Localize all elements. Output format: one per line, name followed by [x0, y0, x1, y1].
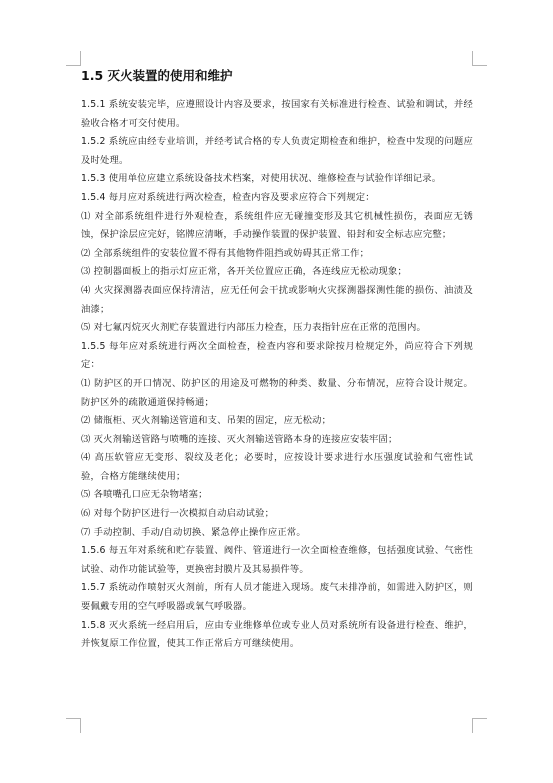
paragraph-1-5-7: 1.5.7 系统动作喷射灭火剂前，所有人员才能进入现场。废气未排净前，如需进入防护区，则要佩戴专用的空气呼吸器或氧气呼吸器。: [81, 582, 473, 613]
paragraph-1-5-5: 1.5.5 每年应对系统进行两次全面检查，检查内容和要求除按月检规定外，尚应符合下列规定：: [81, 340, 473, 371]
section-heading: 1.5 灭火装置的使用和维护: [81, 68, 233, 83]
list-item: ⑷ 高压软管应无变形、裂纹及老化；必要时，应按设计要求进行水压强度试验和气密性试验，合格方能继续使用；: [81, 452, 473, 482]
list-item: ⑺ 手动控制、手动/自动切换、紧急停止操作应正常。: [81, 526, 306, 538]
corner-mark-bottom-right: [472, 718, 487, 733]
paragraph-1-5-2: 1.5.2 系统应由经专业培训，并经考试合格的专人负责定期检查和维护，检查中发现的问题应及时处理。: [81, 136, 473, 166]
list-item: ⑸ 各喷嘴孔口应无杂物堵塞；: [81, 489, 208, 501]
list-item: ⑶ 灭火剂输送管路与喷嘴的连接、灭火剂输送管路本身的连接应安装牢固；: [81, 433, 398, 445]
paragraph-1-5-1: 1.5.1 系统安装完毕，应遵照设计内容及要求，按国家有关标准进行检查、试验和调试，并经验收合格才可交付使用。: [81, 99, 473, 129]
list-item: ⑶ 控制器面板上的指示灯应正常，各开关位置应正确，各连线应无松动现象；: [81, 266, 408, 278]
corner-mark-top-right: [472, 51, 487, 66]
paragraph-1-5-3: 1.5.3 使用单位应建立系统设备技术档案，对使用状况、维修检查与试验作详细记录。: [81, 173, 442, 185]
list-item: ⑴ 防护区的开口情况、防护区的用途及可燃物的种类、数量、分布情况，应符合设计规定。防护区外的疏散通道保持畅通；: [81, 377, 473, 408]
document-body: [81, 68, 473, 654]
paragraph-1-5-4: 1.5.4 每月应对系统进行两次检查，检查内容及要求应符合下列规定：: [81, 191, 375, 203]
list-item: ⑵ 全部系统组件的安装位置不得有其他物件阻挡或妨碍其正常工作；: [81, 247, 370, 259]
list-item: ⑵ 储瓶柜、灭火剂输送管道和支、吊架的固定，应无松动；: [81, 415, 332, 427]
paragraph-1-5-8: 1.5.8 灭火系统一经启用后，应由专业维修单位或专业人员对系统所有设备进行检查、维护，并恢复原工作位置，使其工作正常后方可继续使用。: [81, 619, 473, 650]
list-item: ⑴ 对全部系统组件进行外观检查，系统组件应无碰撞变形及其它机械性损伤，表面应无锈蚀，保护涂层应完好，铭牌应清晰，手动操作装置的保护装置、铅封和安全标志应完整；: [81, 210, 473, 241]
list-item: ⑹ 对每个防护区进行一次模拟自动启动试验；: [81, 508, 275, 520]
list-item: ⑷ 火灾探测器表面应保持清洁，应无任何会干扰或影响火灾探测器探测性能的损伤、油渍及油漆；: [81, 284, 473, 315]
paragraph-1-5-6: 1.5.6 每五年对系统和贮存装置、阀件、管道进行一次全面检查维修，包括强度试验、气密性试验、动作功能试验等，更换密封膜片及其易损件等。: [81, 545, 473, 575]
corner-mark-top-left: [66, 51, 81, 66]
corner-mark-bottom-left: [66, 718, 81, 733]
list-item: ⑸ 对七氟丙烷灭火剂贮存装置进行内部压力检查，压力表指针应在正常的范围内。: [81, 322, 427, 334]
